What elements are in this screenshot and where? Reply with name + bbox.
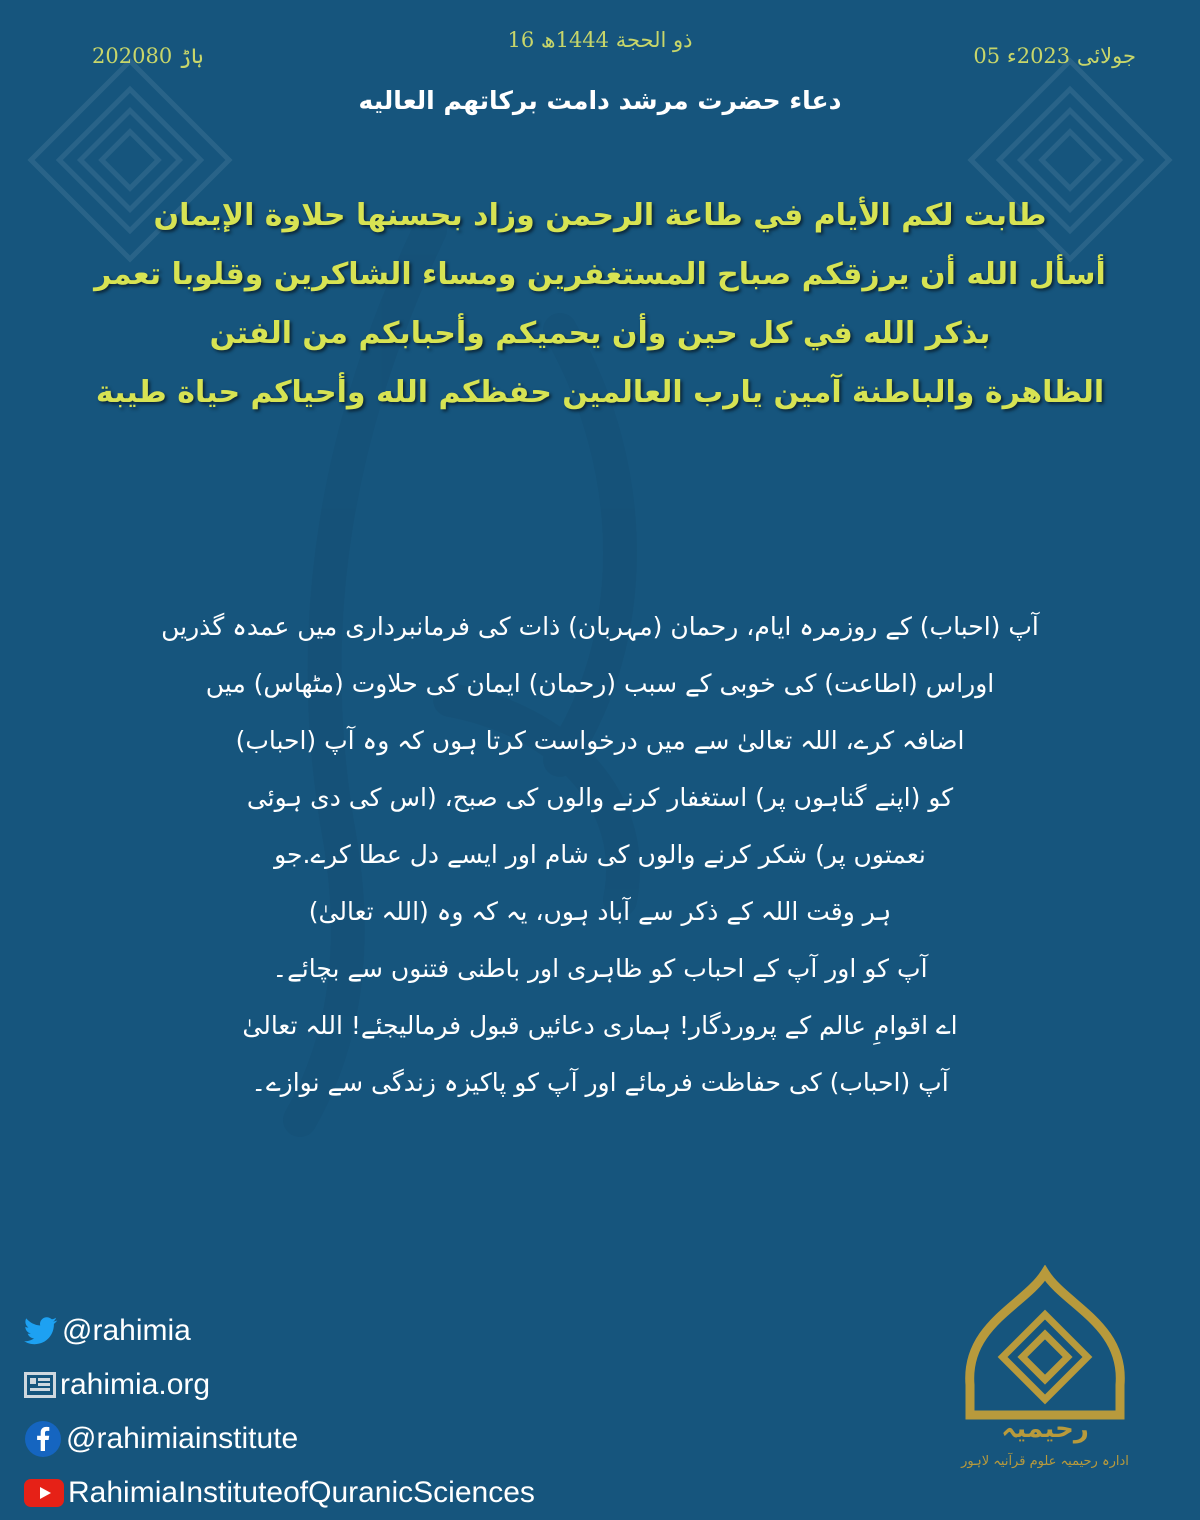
youtube-channel: RahimiaInstituteofQuranicSciences bbox=[68, 1476, 535, 1509]
rahimia-logo bbox=[915, 1265, 1175, 1495]
arabic-line: الظاهرة والباطنة آمين يارب العالمين حفظكم الله وأحياكم حياة طيبة bbox=[95, 375, 1105, 410]
arabic-line: أسأل الله أن يرزقكم صباح المستغفرين ومساء الشاكرين وقلوبا تعمر bbox=[94, 257, 1106, 292]
logo-wordmark: رحیمیہ bbox=[1001, 1414, 1089, 1444]
urdu-line: اے اقوامِ عالم کے پروردگار! ہماری دعائیں قبول فرمالیجئے! اللہ تعالیٰ bbox=[242, 1011, 958, 1040]
date-bar bbox=[0, 0, 1200, 80]
urdu-translation bbox=[80, 598, 1120, 1111]
hijri-date: 16 ذو الحجة 1444ھ bbox=[507, 28, 693, 52]
urdu-line: نعمتوں پر) شکر کرنے والوں کی شام اور ایسے دل عطا کرے.جو bbox=[274, 840, 926, 869]
urdu-line: آپ کو اور آپ کے احباب کو ظاہری اور باطنی فتنوں سے بچائے۔ bbox=[272, 954, 928, 983]
website-url: rahimia.org bbox=[60, 1368, 211, 1401]
urdu-line: کو (اپنے گناہوں پر) استغفار کرنے والوں کی صبح، (اس کی دی ہوئی bbox=[246, 783, 954, 812]
logo-subtitle: ادارہ رحیمیہ علوم قرآنیہ لاہور bbox=[961, 1454, 1129, 1469]
twitter-link[interactable] bbox=[24, 1304, 535, 1358]
urdu-line: آپ (احباب) کی حفاظت فرمائے اور آپ کو پاکیزہ زندگی سے نوازے۔ bbox=[251, 1068, 949, 1097]
youtube-link[interactable] bbox=[24, 1466, 535, 1520]
facebook-icon bbox=[24, 1420, 62, 1458]
bikrami-date: 20ہاڑ 2080 bbox=[92, 44, 204, 68]
facebook-handle: @rahimiainstitute bbox=[66, 1422, 299, 1455]
gregorian-date: 05 جولائی 2023ء bbox=[973, 44, 1136, 68]
urdu-line: آپ (احباب) کے روزمرہ ایام، رحمان (مہربان) ذات کی فرمانبرداری میں عمدہ گذریں bbox=[161, 612, 1039, 641]
urdu-line: ہر وقت اللہ کے ذکر سے آباد ہوں، یہ کہ وہ (اللہ تعالیٰ) bbox=[308, 897, 892, 926]
urdu-line: اوراس (اطاعت) کی خوبی کے سبب (رحمان) ایمان کی حلاوت (مٹھاس) میں bbox=[205, 669, 995, 698]
facebook-link[interactable] bbox=[24, 1412, 535, 1466]
twitter-handle: @rahimia bbox=[62, 1314, 191, 1347]
arabic-line: بذكر الله في كل حين وأن يحميكم وأحبابكم من الفتن bbox=[209, 316, 991, 351]
page-title: دعاء حضرت مرشد دامت برکاتهم العالیه bbox=[358, 86, 842, 115]
twitter-icon bbox=[24, 1317, 58, 1345]
website-link[interactable] bbox=[24, 1358, 535, 1412]
youtube-icon bbox=[24, 1479, 64, 1507]
arabic-line: طابت لكم الأيام في طاعة الرحمن وزاد بحسنها حلاوة الإيمان bbox=[153, 198, 1047, 233]
social-links bbox=[24, 1304, 535, 1520]
website-icon bbox=[24, 1372, 56, 1398]
arabic-dua bbox=[60, 186, 1140, 422]
urdu-line: اضافہ کرے، اللہ تعالیٰ سے میں درخواست کرتا ہوں کہ وہ آپ (احباب) bbox=[235, 726, 965, 755]
